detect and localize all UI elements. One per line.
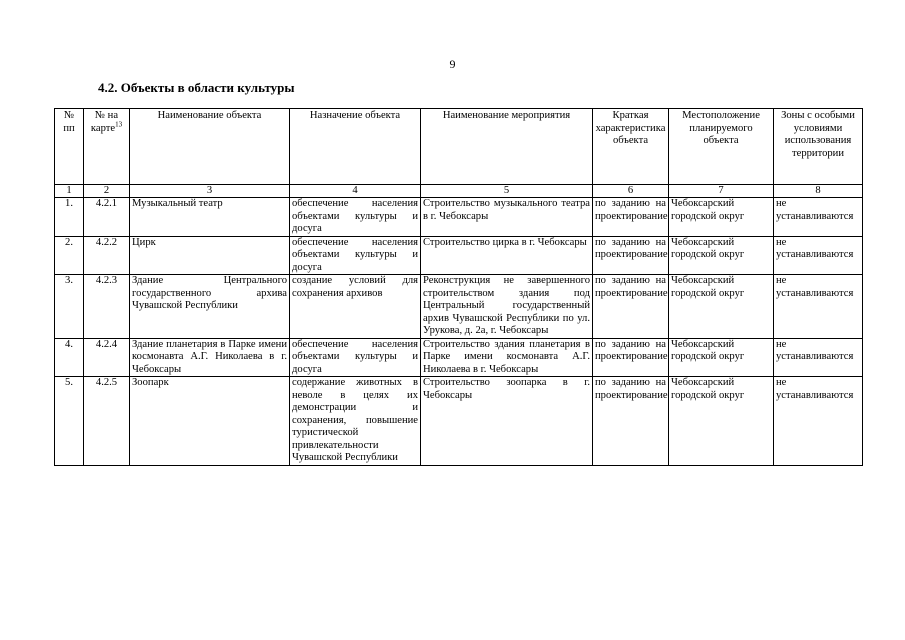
header-cell-object-name: Наименование объекта bbox=[130, 109, 290, 185]
row-number: 3. bbox=[55, 275, 84, 339]
object-location: Чебоксарский городской округ bbox=[669, 377, 774, 466]
object-name: Здание планетария в Парке имени космонавта А.Г. Николаева в г. Чебоксары bbox=[130, 338, 290, 377]
special-zones: не устанавливаются bbox=[774, 198, 863, 237]
column-number: 1 bbox=[55, 185, 84, 198]
object-name: Цирк bbox=[130, 236, 290, 275]
object-name: Зоопарк bbox=[130, 377, 290, 466]
measure-name: Реконструкция не завершенного строительством здания под Центральный государственный архив Чувашской Республики по ул. Урукова, д. 2а, г. Чебоксары bbox=[421, 275, 593, 339]
row-number: 2. bbox=[55, 236, 84, 275]
page-number: 9 bbox=[449, 57, 456, 71]
special-zones: не устанавливаются bbox=[774, 338, 863, 377]
map-number: 4.2.3 bbox=[84, 275, 130, 339]
object-purpose: обеспечение населения объектами культуры и досуга bbox=[290, 198, 421, 237]
header-cell-object-purpose: Назначение объекта bbox=[290, 109, 421, 185]
header-cell-map-number: № на карте$^{13}$ bbox=[84, 109, 130, 185]
special-zones: не устанавливаются bbox=[774, 377, 863, 466]
culture-objects-table bbox=[54, 108, 863, 466]
object-characteristic: по заданию на проектирование bbox=[593, 236, 669, 275]
column-number: 2 bbox=[84, 185, 130, 198]
column-number: 3 bbox=[130, 185, 290, 198]
table-row bbox=[55, 275, 863, 339]
object-characteristic: по заданию на проектирование bbox=[593, 198, 669, 237]
section-title: 4.2. Объекты в области культуры bbox=[98, 80, 295, 95]
map-number: 4.2.4 bbox=[84, 338, 130, 377]
map-number: 4.2.2 bbox=[84, 236, 130, 275]
column-number: 4 bbox=[290, 185, 421, 198]
header-cell-characteristic: Краткая характеристика объекта bbox=[593, 109, 669, 185]
object-location: Чебоксарский городской округ bbox=[669, 236, 774, 275]
object-purpose: содержание животных в неволе в целях их демонстрации и сохранения, повышение туристической привлекательности Чувашской Республики bbox=[290, 377, 421, 466]
row-number: 5. bbox=[55, 377, 84, 466]
table-row bbox=[55, 338, 863, 377]
object-name: Музыкальный театр bbox=[130, 198, 290, 237]
row-number: 4. bbox=[55, 338, 84, 377]
column-number-row bbox=[55, 185, 863, 198]
table-row bbox=[55, 236, 863, 275]
header-row bbox=[55, 109, 863, 185]
object-characteristic: по заданию на проектирование bbox=[593, 377, 669, 466]
column-number: 6 bbox=[593, 185, 669, 198]
object-purpose: создание условий для сохранения архивов bbox=[290, 275, 421, 339]
footnote-marker: 13 bbox=[115, 119, 123, 128]
object-location: Чебоксарский городской округ bbox=[669, 338, 774, 377]
header-cell-measure-name: Наименование мероприятия bbox=[421, 109, 593, 185]
object-location: Чебоксарский городской округ bbox=[669, 198, 774, 237]
measure-name: Строительство здания планетария в Парке имени космонавта А.Г. Николаева в г. Чебоксары bbox=[421, 338, 593, 377]
column-number: 5 bbox=[421, 185, 593, 198]
measure-name: Строительство зоопарка в г. Чебоксары bbox=[421, 377, 593, 466]
object-purpose: обеспечение населения объектами культуры и досуга bbox=[290, 338, 421, 377]
header-cell-special-zones: Зоны с особыми условиями использования территории bbox=[774, 109, 863, 185]
column-number: 7 bbox=[669, 185, 774, 198]
object-location: Чебоксарский городской округ bbox=[669, 275, 774, 339]
header-cell-number: № пп bbox=[55, 109, 84, 185]
header-cell-location: Местоположение планируемого объекта bbox=[669, 109, 774, 185]
object-characteristic: по заданию на проектирование bbox=[593, 338, 669, 377]
special-zones: не устанавливаются bbox=[774, 275, 863, 339]
object-purpose: обеспечение населения объектами культуры и досуга bbox=[290, 236, 421, 275]
row-number: 1. bbox=[55, 198, 84, 237]
object-name: Здание Центрального государственного архива Чувашской Республики bbox=[130, 275, 290, 339]
special-zones: не устанавливаются bbox=[774, 236, 863, 275]
table-row bbox=[55, 377, 863, 466]
map-number: 4.2.1 bbox=[84, 198, 130, 237]
measure-name: Строительство музыкального театра в г. Чебоксары bbox=[421, 198, 593, 237]
object-characteristic: по заданию на проектирование bbox=[593, 275, 669, 339]
table-row bbox=[55, 198, 863, 237]
column-number: 8 bbox=[774, 185, 863, 198]
map-number: 4.2.5 bbox=[84, 377, 130, 466]
measure-name: Строительство цирка в г. Чебоксары bbox=[421, 236, 593, 275]
